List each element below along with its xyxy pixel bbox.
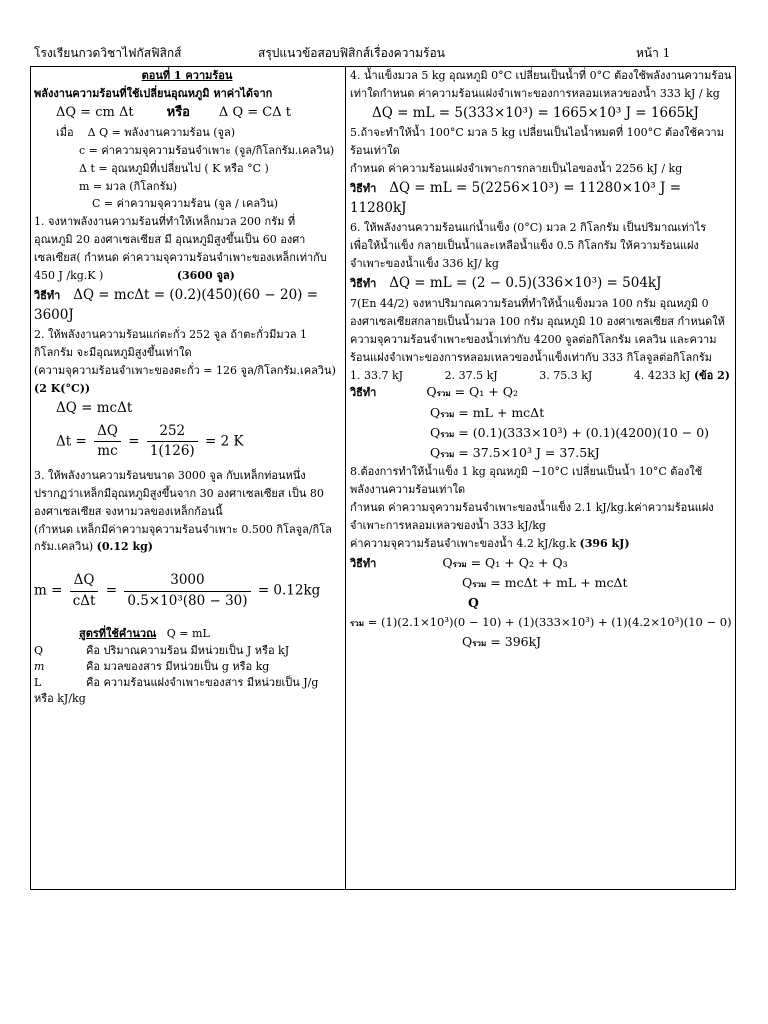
q2-num1: ΔQ <box>94 422 121 443</box>
q7-option: 3. 75.3 kJ <box>539 368 593 382</box>
intro-label: พลังงานความร้อนที่ใช้เปลี่ยนอุณหภูมิ หาค่าได้จาก <box>34 86 273 100</box>
var-desc: คือ ปริมาณความร้อน มีหน่วยเป็น J หรือ kJ <box>86 644 290 658</box>
q2-eq2-lhs: Δt = <box>56 433 87 450</box>
q3-lhs: m = <box>34 582 63 599</box>
var-desc: คือ มวลของสาร มีหน่วยเป็น g หรือ kg <box>86 660 270 674</box>
q3-eq <box>34 571 340 611</box>
q1-line4-text: 450 J /kg.K ) <box>34 269 104 283</box>
q7-line4: ร้อนแฝงจำเพาะของการหลอมเหลวของน้ำแข็งเท่ากับ 333 กิโลจูลต่อกิโลกรัม <box>350 350 713 364</box>
q3-fraction-2 <box>124 571 250 611</box>
formula-or: หรือ <box>166 104 190 120</box>
var-symbol: L <box>34 676 42 690</box>
document-title: สรุปแนวข้อสอบฟิสิกส์เรื่องความร้อน <box>258 46 445 60</box>
q7-option <box>634 368 730 384</box>
q7-s1: = Q₁ + Q₂ <box>454 384 518 400</box>
formula-title: สูตรที่ใช้คำนวณ <box>79 626 157 640</box>
q3-eq-sign: = <box>105 582 118 599</box>
q2-fraction-2 <box>147 422 198 462</box>
q8-line2: พลังงานความร้อนเท่าใด <box>350 482 466 496</box>
q-total-sub: รวม <box>436 388 451 399</box>
method-label: วิธีทำ <box>350 182 377 196</box>
q8-given3-text: ค่าความจุความร้อนจำเพาะของน้ำ 4.2 kJ/kg.k <box>350 536 576 550</box>
q5-solution-line <box>350 179 734 218</box>
q6-line1: 6. ให้พลังงานความร้อนแก่น้ำแข็ง (0°C) มวล 2 กิโลกรัม เป็นปริมาณเท่าไร <box>350 221 707 235</box>
q2-line2: กิโลกรัม จะมีอุณหภูมิสูงขึ้นเท่าใด <box>34 346 192 360</box>
def-c: c = ค่าความจุความร้อนจำเพาะ (จูล/กิโลกรัม.เคลวิน) <box>79 143 335 157</box>
q2-den2: 1(126) <box>149 443 195 460</box>
formula-heading <box>34 626 340 642</box>
q3-den1: cΔt <box>72 592 96 609</box>
def-q <box>34 125 340 141</box>
q8-s4: = 396kJ <box>490 633 542 649</box>
q4-solution: ΔQ = mL = 5(333×10³) = 1665×10³ J = 1665kJ <box>372 104 699 121</box>
q-total-symbol: Qรวม <box>442 554 467 570</box>
q8-q-symbol: Q <box>468 594 479 610</box>
q2-num2: 252 <box>147 422 198 443</box>
var-row <box>34 659 340 675</box>
q4-line1: 4. น้ำแข็งมวล 5 kg อุณหภูมิ 0°C เปลี่ยนเป็นน้ำที่ 0°C ต้องใช้พลังงานความร้อน <box>350 69 732 82</box>
q1-line4 <box>34 268 340 284</box>
method-label: วิธีทำ <box>350 277 377 291</box>
q3-line2: ปรากฏว่าเหล็กมีอุณหภูมิสูงขึ้นจาก 30 องศาเซลเซียส เป็น 80 <box>34 486 324 500</box>
q-total-sub: รวม <box>440 408 455 419</box>
q5-line2: ร้อนเท่าใด <box>350 144 400 158</box>
when-label: เมื่อ <box>56 125 74 139</box>
q-total-sub: รวม <box>472 637 487 648</box>
q3-line1: 3. ให้พลังงานความร้อนขนาด 3000 จูล กับเหล็กท่อนหนึ่ง <box>34 468 306 482</box>
q5-line1: 5.ถ้าจะทำให้น้ำ 100°C มวล 5 kg เปลี่ยนเป็นไอน้ำหมดที่ 100°C ต้องใช้ความ <box>350 126 724 140</box>
q3-fraction-1 <box>70 571 99 611</box>
q7-line3: ความจุความร้อนจำเพาะของน้ำเท่ากับ 4200 จูลต่อกิโลกรัม เคลวิน และความ <box>350 332 717 346</box>
q8-line1: 8.ต้องการทำให้น้ำแข็ง 1 kg อุณหภูมิ −10°C เปลี่ยนเป็นน้ำ 10°C ต้องใช้ <box>350 464 703 478</box>
var-symbol: m <box>34 660 45 674</box>
q2-eq2 <box>34 422 340 462</box>
q2-line1: 2. ให้พลังงานความร้อนแก่ตะกั่ว 252 จูล ถ้าตะกั่วมีมวล 1 <box>34 328 307 342</box>
formula-b: Δ Q = CΔ t <box>218 104 291 120</box>
method-label: วิธีทำ <box>350 386 377 400</box>
q3-rhs: = 0.12kg <box>257 582 321 599</box>
q2-line3: (ความจุความร้อนจำเพาะของตะกั่ว = 126 จูล/กิโลกรัม.เคลวิน) <box>34 364 336 378</box>
formula-main: Q = mL <box>166 626 210 640</box>
q2-eq1: ΔQ = mcΔt <box>56 400 133 417</box>
q6-line3: จำเพาะของน้ำแข็ง 336 kJ/ kg <box>350 257 499 271</box>
q2-eq2-rhs: = 2 K <box>205 433 244 450</box>
q3-den2: 0.5×10³(80 − 30) <box>127 592 248 609</box>
q-total-sub: รวม <box>452 558 467 569</box>
q7-answer: (ข้อ 2) <box>693 368 730 382</box>
def-C: C = ค่าความจุความร้อน (จูล / เคลวิน) <box>92 197 279 211</box>
q3-num1: ΔQ <box>70 571 99 592</box>
q5-given: กำหนด ค่าความร้อนแฝงจำเพาะการกลายเป็นไอของน้ำ 2256 kJ / kg <box>350 162 683 176</box>
q2-fraction-1 <box>94 422 121 462</box>
q6-solution: ΔQ = mL = (2 − 0.5)(336×10³) = 504kJ <box>389 275 662 292</box>
right-column <box>350 68 734 653</box>
q7-line2: องศาเซลเซียสกลายเป็นน้ำมวล 100 กรัม อุณหภูมิ 10 องศาเซลเซียส กำหนดให้ <box>350 314 725 328</box>
var-row <box>34 643 340 659</box>
q5-solution: ΔQ = mL = 5(2256×10³) = 11280×10³ J = 11280kJ <box>350 180 682 216</box>
q3-answer: (0.12 kg) <box>96 540 154 554</box>
q8-s2: = mcΔt + mL + mcΔt <box>490 574 628 590</box>
q7-option: 1. 33.7 kJ <box>350 368 404 382</box>
q7-option: 2. 37.5 kJ <box>444 368 498 382</box>
q8-step2: Qรวม = mcΔt + mL + mcΔt <box>462 574 628 590</box>
vars-tail: หรือ kJ/kg <box>34 692 86 706</box>
def-m: m = มวล (กิโลกรัม) <box>79 179 178 193</box>
q8-step3 <box>350 614 734 631</box>
left-column <box>34 68 340 709</box>
page-number: หน้า 1 <box>636 46 671 60</box>
q8-given2: จำเพาะการหลอมเหลวของน้ำ 333 kJ/kg <box>350 518 546 532</box>
method-label: วิธีทำ <box>350 556 377 570</box>
q7-step1 <box>350 383 734 401</box>
q8-s1: = Q₁ + Q₂ + Q₃ <box>470 554 568 570</box>
q3-num2: 3000 <box>124 571 250 592</box>
q3-line3: องศาเซลเซียส จงหามวลของเหล็กก้อนนี้ <box>34 504 223 518</box>
q1-line2: อุณหภูมิ 20 องศาเซลเซียส มี อุณหภูมิสูงขึ้นเป็น 60 องศา <box>34 233 306 247</box>
q7-step2: Qรวม = mL + mcΔt <box>430 404 545 420</box>
q2-den1: mc <box>97 443 118 460</box>
school-name: โรงเรียนกวดวิชาไฟกัสฟิสิกส์ <box>34 46 182 60</box>
q3-line5 <box>34 539 340 555</box>
q8-step4: Qรวม = 396kJ <box>462 633 542 649</box>
section-title: ตอนที่ 1 ความร้อน <box>141 69 233 82</box>
q1-solution-line <box>34 286 340 325</box>
q2-eq-sign: = <box>128 433 140 450</box>
q8-answer: (396 kJ) <box>579 536 630 550</box>
var-desc: คือ ความร้อนแฝงจำเพาะของสาร มีหน่วยเป็น J/g <box>86 676 319 690</box>
q-total-sub: รวม <box>472 578 487 589</box>
var-symbol: Q <box>34 644 44 658</box>
q1-solution: ΔQ = mcΔt = (0.2)(450)(60 − 20) = 3600J <box>34 287 319 323</box>
q6-solution-line <box>350 274 734 294</box>
q-total-sub: รวม <box>350 618 365 628</box>
q7-option-4: 4. 4233 kJ <box>633 368 691 382</box>
q6-line2: เพื่อให้น้ำแข็ง กลายเป็นน้ำและเหลือน้ำแข็ง 0.5 กิโลกรัม ให้ความร้อนแฝง <box>350 239 699 253</box>
q8-given1: กำหนด ค่าความจุความร้อนจำเพาะของน้ำแข็ง 2.1 kJ/kg.kค่าความร้อนแฝง <box>350 500 714 514</box>
q8-given3 <box>350 536 734 552</box>
def-q-text: Δ Q = พลังงานความร้อน (จูล) <box>87 125 235 139</box>
column-divider <box>345 66 346 890</box>
q7-options <box>350 368 734 384</box>
q2-answer: (2 K(°C)) <box>34 382 91 396</box>
q8-s3: = (1)(2.1×10³)(0 − 10) + (1)(333×10³) + (1)(4.2×10³)(10 − 0) <box>367 615 732 629</box>
q3-line5-text: กรัม.เคลวิน) <box>34 540 94 554</box>
method-label: วิธีทำ <box>34 289 61 303</box>
q1-answer: (3600 จูล) <box>176 269 235 283</box>
q7-s2: = mL + mcΔt <box>458 404 545 420</box>
q-total-sub: รวม <box>440 448 455 459</box>
q7-s3: = (0.1)(333×10³) + (0.1)(4200)(10 − 0) <box>458 424 710 440</box>
var-row <box>34 675 340 691</box>
q-total-sub: รวม <box>440 428 455 439</box>
def-t: Δ t = อุณหภูมิที่เปลี่ยนไป ( K หรือ °C ) <box>79 161 269 175</box>
q8-step1 <box>350 554 734 572</box>
q1-line1: 1. จงหาพลังงานความร้อนที่ทำให้เหล็กมวล 200 กรัม ที่ <box>34 215 296 229</box>
q7-step4: Qรวม = 37.5×10³ J = 37.5kJ <box>430 444 600 460</box>
q3-line4: (กำหนด เหล็กมีค่าความจุความร้อนจำเพาะ 0.500 กิโลจูล/กิโล <box>34 522 332 536</box>
q4-line2: เท่าใดกำหนด ค่าความร้อนแฝงจำเพาะของการหลอมเหลวของน้ำ 333 kJ / kg <box>350 86 720 100</box>
q-total-symbol: Qรวม <box>426 384 451 400</box>
intro-text <box>34 86 340 102</box>
formula-a: ΔQ = cm Δt <box>56 104 134 120</box>
q7-s4: = 37.5×10³ J = 37.5kJ <box>458 444 600 460</box>
q1-line3: เซลเซียส( กำหนด ค่าความจุความร้อนจำเพาะของเหล็กเท่ากับ <box>34 251 327 265</box>
q7-step3: Qรวม = (0.1)(333×10³) + (0.1)(4200)(10 − 0) <box>430 424 710 440</box>
formula-line <box>34 104 340 123</box>
q7-line1: 7(En 44/2) จงหาปริมาณความร้อนที่ทำให้น้ำแข็งมวล 100 กรัม อุณหภูมิ 0 <box>350 296 709 310</box>
